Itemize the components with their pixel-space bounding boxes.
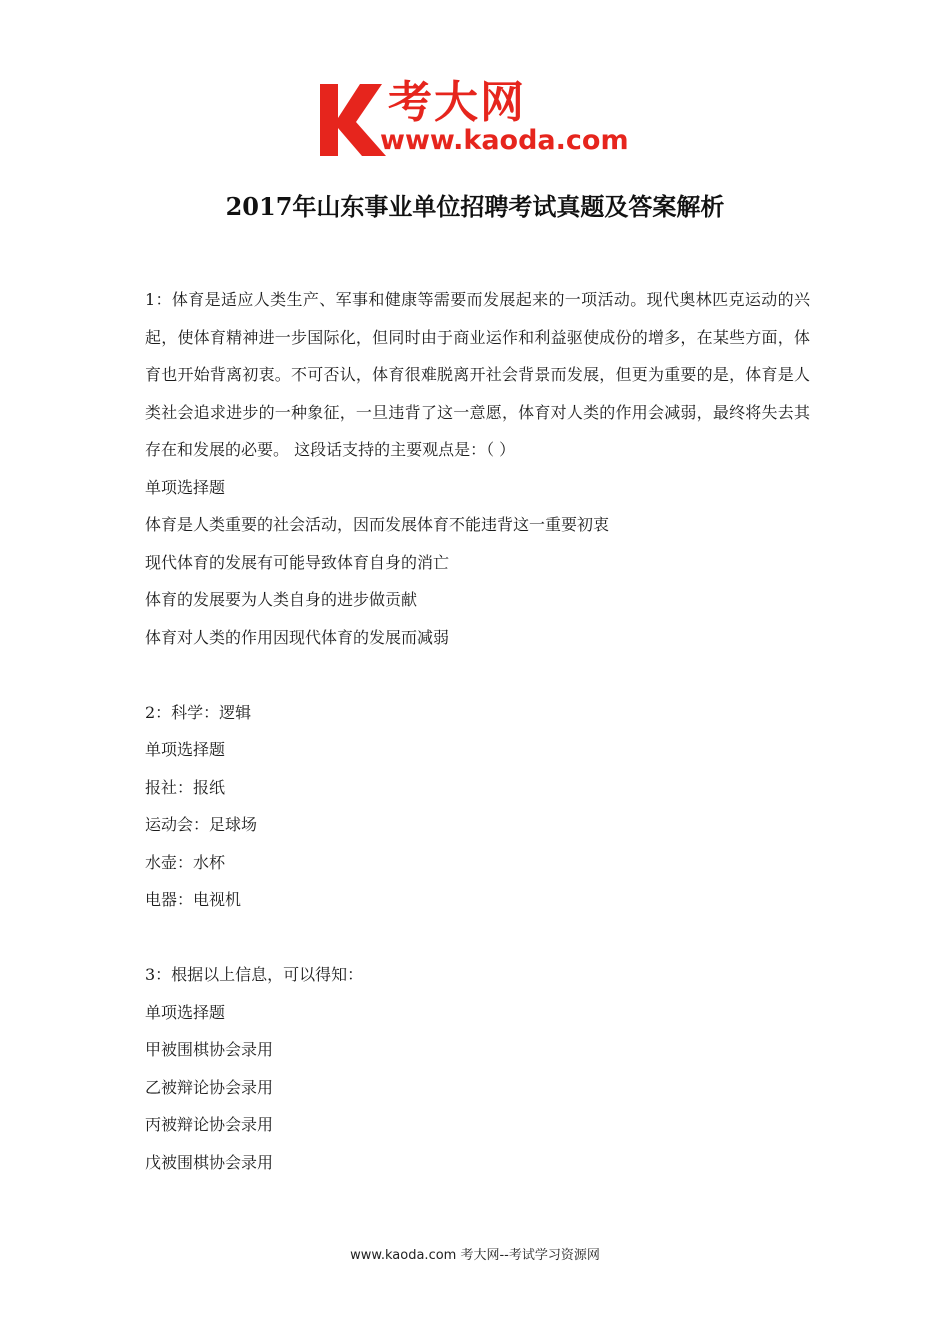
option-b[interactable]: 乙被辩论协会录用 <box>145 1077 274 1097</box>
option-a[interactable]: 甲被围棋协会录用 <box>145 1040 274 1059</box>
page-footer[interactable]: www.kaoda.com 考大网--考试学习资源网 <box>350 1248 600 1263</box>
page-title: 2017年山东事业单位招聘考试真题及答案解析 <box>225 192 725 221</box>
option-c[interactable]: 水壶：水杯 <box>145 852 226 872</box>
option-b[interactable]: 现代体育的发展有可能导致体育自身的消亡 <box>145 552 450 572</box>
kaoda-logo[interactable] <box>316 78 646 162</box>
logo-cn-text: 考大网 <box>388 77 526 128</box>
question-3 <box>145 956 810 1181</box>
question-stem: 3：根据以上信息，可以得知： <box>145 965 364 984</box>
question-2 <box>145 694 810 919</box>
question-type: 单项选择题 <box>145 740 226 759</box>
question-stem: 1：体育是适应人类生产、军事和健康等需要而发展起来的一项活动。现代奥林匹克运动的兴起，使体育精神进一步国际化，但同时由于商业运作和利益驱使成份的增多，在某些方面，体育也开始背离初衷。不可否认，体育很难脱离开社会背景而发展，但更为重要的是，体育是人类社会追求进步的一种象征，一旦违背了这一意愿，体育对人类的作用会减弱，最终将失去其存在和发展的必要。 这段话支持的主要观点是：（ ） <box>145 290 810 459</box>
spacer <box>145 656 810 694</box>
question-type: 单项选择题 <box>145 477 226 497</box>
option-a[interactable]: 报社：报纸 <box>145 777 226 797</box>
logo-url-text: www.kaoda.com <box>380 125 629 156</box>
option-a[interactable]: 体育是人类重要的社会活动，因而发展体育不能违背这一重要初衷 <box>145 515 610 534</box>
option-d[interactable]: 体育对人类的作用因现代体育的发展而减弱 <box>145 627 450 647</box>
question-stem: 2：科学：逻辑 <box>145 702 252 722</box>
spacer <box>145 919 810 957</box>
option-c[interactable]: 丙被辩论协会录用 <box>145 1115 274 1134</box>
option-c[interactable]: 体育的发展要为人类自身的进步做贡献 <box>145 590 418 609</box>
question-1 <box>145 281 810 656</box>
question-list <box>145 281 810 1181</box>
option-b[interactable]: 运动会：足球场 <box>145 815 258 834</box>
question-type: 单项选择题 <box>145 1002 226 1022</box>
option-d[interactable]: 电器：电视机 <box>145 890 242 909</box>
option-d[interactable]: 戊被围棋协会录用 <box>145 1152 274 1172</box>
